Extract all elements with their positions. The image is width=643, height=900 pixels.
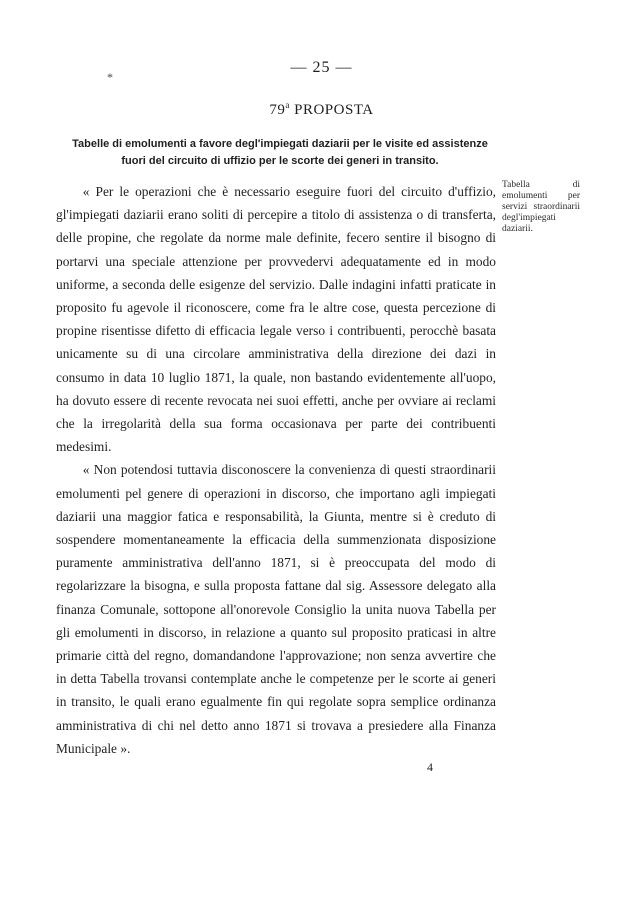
body-text bbox=[56, 180, 496, 760]
proposal-subtitle: Tabelle di emolumenti a favore degl'impiegati daziarii per le visite ed assistenze fuori del circuito di uffizio per le scorte dei generi in transito. bbox=[72, 138, 488, 167]
proposal-title bbox=[0, 100, 643, 119]
margin-note: Tabella di emolumenti per servizi straordinarii degl'impiegati daziarii. bbox=[502, 180, 580, 234]
stray-mark: * bbox=[107, 70, 113, 84]
paragraph: « Non potendosi tuttavia disconoscere la convenienza di questi straordinarii emolumenti pel genere di operazioni in discorso, che importano agli impiegati daziarii una maggior fatica e responsabilità, la Giunta, mentre si è creduto di sospendere momentaneamente la efficacia della summenzionata disposizione puramente amministrativa dell'anno 1871, si è preoccupata del modo di regolarizzare la bisogna, e sulla proposta fattane dal sig. Assessore delegato alla finanza Comunale, sottopone all'onorevole Consiglio la unita nuova Tabella per gli emolumenti in discorso, in relazione a quanto sul proposito praticasi in altre primarie città del regno, domandandone l'approvazione; non senza avvertire che in detta Tabella trovansi contemplate anche le competenze per le scorte ai generi in transito, le quali erano egualmente fin qui regolate sopra semplice ordinanza amministrativa di chi nel detto anno 1871 si trovava a presiedere alla Finanza Municipale ». bbox=[56, 462, 496, 756]
paragraph: « Per le operazioni che è necessario eseguire fuori del circuito d'uffizio, gl'impiegati daziarii erano soliti di percepire a titolo di assistenza o di transferta, delle propine, che regolate da norme male definite, fecero sentire il bisogno di portarvi una speciale attenzione per provvedervi adequatamente ed in modo uniforme, a seconda delle esigenze del servizio. Dalle indagini infatti praticate in proposito fu agevole il riconoscere, come fra le altre cose, questa percezione di propine risentisse difetto di efficacia legale verso i contribuenti, perocchè basata unicamente su di una circolare amministrativa della direzione dei dazi in consumo in data 10 luglio 1871, la quale, non bastando evidentemente all'uopo, ha dovuto essere di recente revocata nei suoi effetti, anche per ovviare ai reclami che la irregolarità della sua forma occasionava per parte dei contribuenti medesimi. bbox=[56, 184, 496, 455]
proposal-word: PROPOSTA bbox=[294, 102, 374, 118]
page-number: — 25 — bbox=[290, 59, 353, 76]
proposal-number-suffix: a bbox=[285, 100, 290, 110]
signature-mark: 4 bbox=[427, 760, 433, 774]
proposal-number: 79 bbox=[269, 102, 286, 118]
